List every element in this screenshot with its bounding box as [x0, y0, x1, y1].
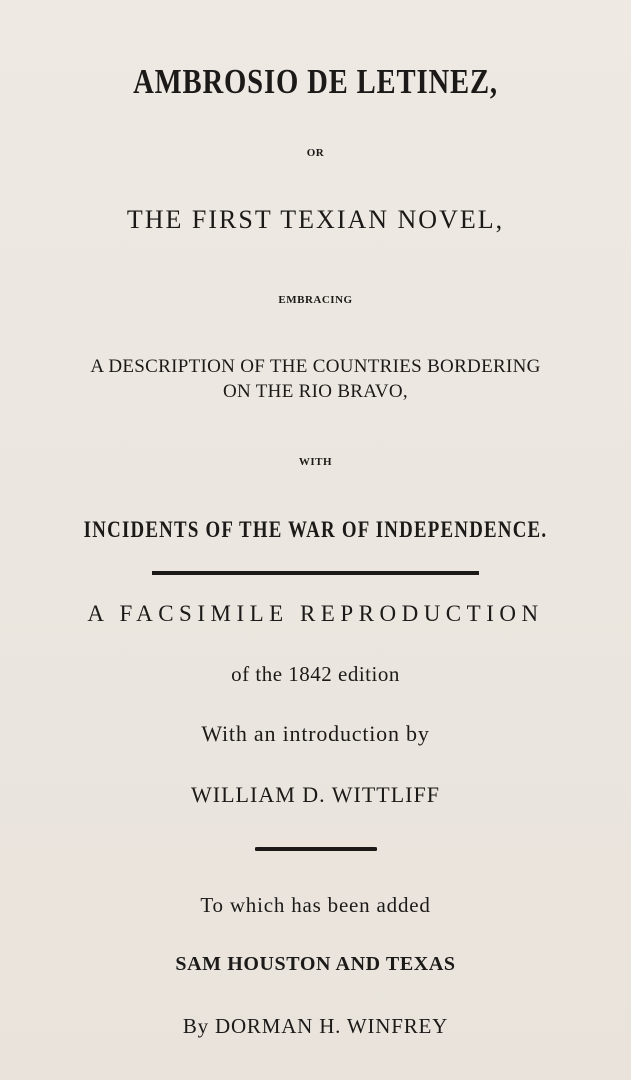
description-line-2: ON THE RIO BRAVO,	[223, 381, 408, 402]
edition-note: of the 1842 edition	[231, 662, 400, 686]
introduction-by: With an introduction by	[201, 721, 430, 746]
introduction-author: WILLIAM D. WITTLIFF	[191, 782, 440, 807]
second-title: THE FIRST TEXIAN NOVEL,	[126, 205, 505, 234]
main-title: AMBROSIO DE LETINEZ,	[133, 62, 498, 101]
with-connector: WITH	[298, 456, 333, 468]
added-title: SAM HOUSTON AND TEXAS	[175, 953, 456, 975]
description-block	[0, 354, 631, 404]
or-connector: OR	[306, 147, 325, 159]
divider-rule-long	[152, 571, 479, 575]
added-author: By DORMAN H. WINFREY	[182, 1014, 449, 1038]
embracing-connector: EMBRACING	[278, 294, 353, 306]
added-text: To which has been added	[200, 893, 431, 917]
facsimile-heading: A FACSIMILE REPRODUCTION	[87, 601, 544, 626]
incidents-title: INCIDENTS OF THE WAR OF INDEPENDENCE.	[83, 517, 548, 542]
description-line-1: A DESCRIPTION OF THE COUNTRIES BORDERING	[90, 356, 541, 377]
divider-rule-short	[255, 847, 377, 851]
